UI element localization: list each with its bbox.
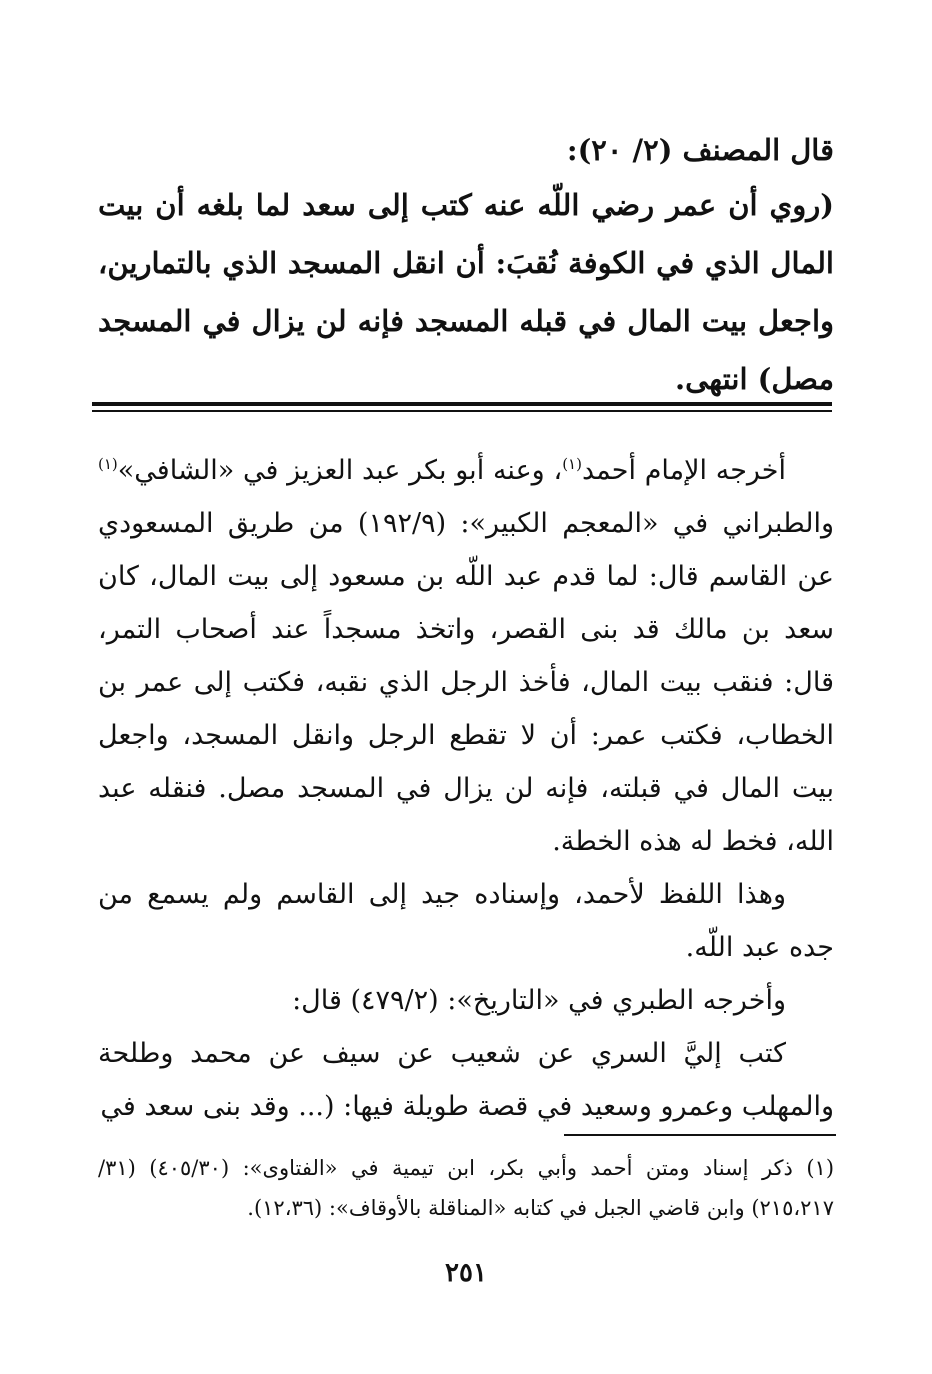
paragraph-1-part-a: أخرجه الإمام أحمد [581,455,786,486]
paragraph-1-part-c: والطبراني في «المعجم الكبير»: (١٩٢/٩) من طريق المسعودي عن القاسم قال: لما قدم عبد اللّه بن مسعود إلى بيت المال، كان سعد بن مالك قد بنى القصر، واتخذ مسجداً عند أصحاب التمر، قال: فنقب بيت المال، فأخذ الرجل الذي نقبه، فكتب إلى عمر بن الخطاب، فكتب عمر: أن لا تقطع الرجل وانقل المسجد، واجعل بيت المال في قبلته، فإنه لن يزال في المسجد مصل. فنقله عبد الله، فخط له هذه الخطة. [98,508,834,857]
section-divider [92,402,832,412]
commentary-body [98,444,834,1133]
footnote-separator [564,1134,836,1136]
footnote: (١) ذكر إسناد ومتن أحمد وأبي بكر، ابن تيمية في «الفتاوى»: (٤٠٥/٣٠) (٣١/ ٢١٥،٢١٧) وابن قاضي الجبل في كتابه «المناقلة بالأوقاف»: (١٢،٣٦). [98,1156,835,1220]
divider-thin-line [92,410,832,412]
footnote-marker: (١) [562,455,582,473]
quoted-text: (روي أن عمر رضي اللّه عنه كتب إلى سعد لما بلغه أن بيت المال الذي في الكوفة نُقبَ: أن انقل المسجد الذي بالتمارين، واجعل بيت المال في قبله المسجد فإنه لن يزال في المسجد مصل) انتهى. [98,188,834,396]
paragraph-1 [98,444,834,868]
paragraph-1-part-b: ، وعنه أبو بكر عبد العزيز في «الشافي» [117,455,563,486]
paragraph-4: كتب إليَّ السري عن شعيب عن سيف عن محمد وطلحة والمهلب وعمرو وسعيد في قصة طويلة فيها: (... وقد بنى سعد في [98,1038,834,1122]
footnote-marker: (١) [98,455,118,473]
paragraph-3: وأخرجه الطبري في «التاريخ»: (٤٧٩/٢) قال: [292,985,786,1016]
divider-thick-line [92,402,832,406]
section-heading: قال المصنف (٢/ ٢٠): [566,133,834,167]
page-number: ٢٥١ [445,1258,487,1288]
paragraph-2: وهذا اللفظ لأحمد، وإسناده جيد إلى القاسم ولم يسمع من جده عبد اللّه. [98,879,834,963]
